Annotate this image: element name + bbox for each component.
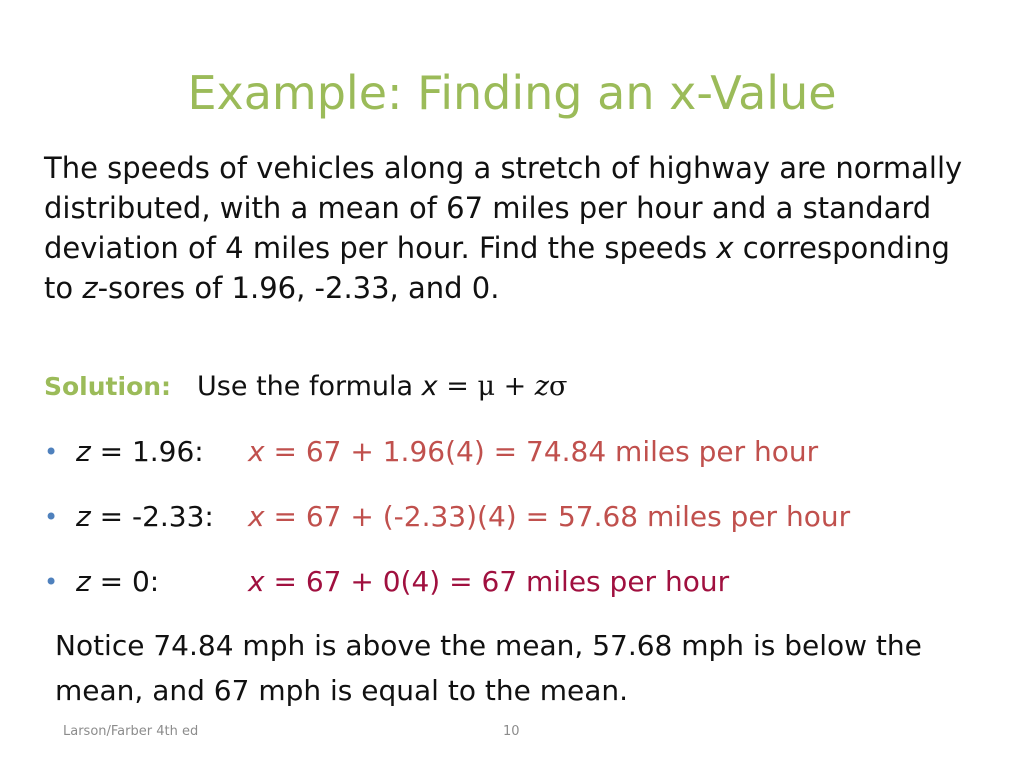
bullet-result-text: = 67 + (-2.33)(4) = 57.68 miles per hour [264,500,851,533]
note-paragraph: Notice 74.84 mph is above the mean, 57.68 mph is below the mean, and 67 mph is equal to the mean. [55,629,922,707]
footer-source: Larson/Farber 4th ed [63,724,199,739]
formula-equals: = [437,371,478,402]
bullet-z-label [76,562,159,602]
bullet-z-variable: z [76,435,91,468]
solution-line [44,367,567,407]
bullet-z-value: = -2.33: [90,500,214,533]
bullet-z-variable: z [76,500,91,533]
bullet-result-text: = 67 + 0(4) = 67 miles per hour [264,565,730,598]
solution-text: Use the formula [197,371,422,402]
bullet-dot-icon: • [44,438,59,466]
problem-text-1: The speeds of vehicles along a stretch of highway are normally distributed, with a mean of 67 miles per hour and a standard deviation of 4 miles per hour. Find the speeds [44,151,963,265]
problem-x-variable: x [716,231,734,265]
bullet-result [248,432,818,472]
problem-text-3: -sores of 1.96, -2.33, and 0. [97,271,500,305]
page-number: 10 [503,724,520,739]
bullet-x-variable: x [248,500,265,533]
problem-text-2: corresponding to [44,231,950,305]
bullet-result-text: = 67 + 1.96(4) = 74.84 miles per hour [264,435,819,468]
problem-statement [44,148,980,308]
formula-plus: + [495,371,535,402]
bullet-result [248,562,729,602]
problem-z-variable: z [82,271,98,305]
bullet-dot-icon: • [44,503,59,531]
formula-sigma: σ [549,371,568,402]
slide-title: Example: Finding an x-Value [187,66,837,120]
bullet-z-value: = 0: [90,565,160,598]
bullet-z-value: = 1.96: [90,435,204,468]
bullet-x-variable: x [248,435,265,468]
solution-label: Solution: [44,372,172,401]
bullet-z-label [76,432,204,472]
bullet-z-variable: z [76,565,91,598]
formula-z: z [534,371,550,402]
bullet-result [248,497,850,537]
formula-x: x [421,371,438,402]
bullet-z-label [76,497,214,537]
bullet-dot-icon: • [44,568,59,596]
formula-mu: μ [477,371,495,402]
bullet-x-variable: x [248,565,265,598]
